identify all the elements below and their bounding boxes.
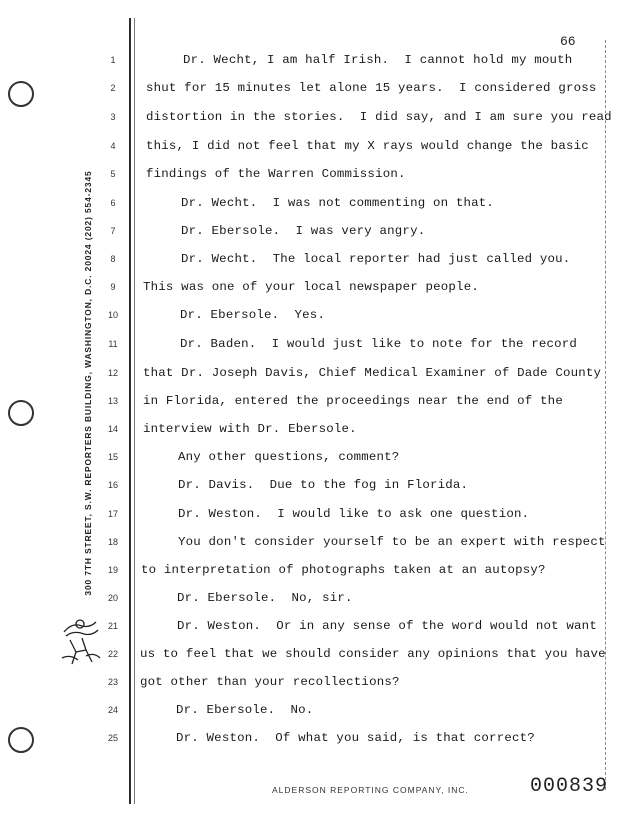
transcript-line: This was one of your local newspaper people. — [143, 280, 479, 294]
transcript-line: Dr. Baden. I would just like to note for the record — [180, 337, 578, 351]
line-number: 11 — [108, 339, 118, 349]
line-number: 6 — [110, 198, 116, 208]
transcript-line: shut for 15 minutes let alone 15 years. I considered gross — [146, 81, 597, 95]
transcript-line: us to feel that we should consider any opinions that you have — [140, 647, 606, 661]
line-number: 22 — [107, 649, 118, 659]
transcript-line: Dr. Wecht. The local reporter had just called you. — [181, 252, 571, 266]
line-number: 25 — [107, 733, 118, 743]
line-number: 17 — [107, 509, 118, 519]
transcript-line: got other than your recollections? — [140, 675, 400, 689]
transcript-line: Dr. Davis. Due to the fog in Florida. — [178, 478, 469, 492]
line-number: 8 — [110, 254, 116, 264]
left-margin-rule — [129, 18, 131, 804]
transcript-line: in Florida, entered the proceedings near the end of the — [143, 394, 563, 408]
transcript-line: that Dr. Joseph Davis, Chief Medical Examiner of Dade County — [143, 366, 602, 380]
line-number: 5 — [110, 169, 116, 179]
transcript-line: Dr. Ebersole. No, sir. — [177, 591, 353, 605]
line-number: 4 — [110, 141, 116, 151]
line-number: 16 — [107, 480, 118, 490]
reporting-company-footer: ALDERSON REPORTING COMPANY, INC. — [272, 785, 469, 795]
transcript-line: Dr. Weston. Of what you said, is that correct? — [176, 731, 535, 745]
line-number: 13 — [107, 396, 118, 406]
reporter-address — [74, 158, 102, 608]
transcript-line: this, I did not feel that my X rays would change the basic — [146, 139, 589, 153]
transcript-line: findings of the Warren Commission. — [146, 167, 406, 181]
line-number: 3 — [110, 112, 116, 122]
line-number: 10 — [107, 310, 118, 320]
reporter-logo-icon — [56, 612, 104, 672]
binder-hole-bottom — [8, 727, 34, 753]
line-number: 14 — [107, 424, 118, 434]
transcript-line: Dr. Ebersole. I was very angry. — [181, 224, 426, 238]
transcript-line: You don't consider yourself to be an expert with respect — [178, 535, 606, 549]
line-number: 15 — [107, 452, 118, 462]
line-number: 20 — [107, 593, 118, 603]
binder-hole-top — [8, 81, 34, 107]
line-number: 19 — [107, 565, 118, 575]
line-number: 12 — [107, 368, 118, 378]
transcript-line: Dr. Weston. I would like to ask one question. — [178, 507, 530, 521]
line-number: 2 — [110, 83, 116, 93]
binder-hole-middle — [8, 400, 34, 426]
reporter-address-text: 300 7TH STREET, S.W. REPORTERS BUILDING, WASHINGTON, D.C. 20024 (202) 554-2345 — [83, 170, 93, 596]
document-stamp-number: 000839 — [530, 775, 609, 798]
transcript-line: interview with Dr. Ebersole. — [143, 422, 357, 436]
line-number: 7 — [110, 226, 116, 236]
transcript-line: Dr. Weston. Or in any sense of the word would not want — [177, 619, 597, 633]
transcript-line: Dr. Ebersole. No. — [176, 703, 314, 717]
transcript-line: Any other questions, comment? — [178, 450, 400, 464]
transcript-line: Dr. Ebersole. Yes. — [180, 308, 326, 322]
page-number: 66 — [560, 34, 576, 49]
line-number: 9 — [110, 282, 116, 292]
transcript-line: Dr. Wecht, I am half Irish. I cannot hold my mouth — [183, 53, 573, 67]
line-number: 23 — [107, 677, 118, 687]
line-number: 1 — [110, 55, 116, 65]
line-number: 24 — [107, 705, 118, 715]
transcript-line: Dr. Wecht. I was not commenting on that. — [181, 196, 495, 210]
left-margin-rule-inner — [134, 18, 135, 804]
line-number: 21 — [107, 621, 118, 631]
line-number: 18 — [107, 537, 118, 547]
right-margin-rule — [605, 40, 607, 790]
transcript-line: distortion in the stories. I did say, and I am sure you read — [146, 110, 612, 124]
transcript-line: to interpretation of photographs taken at an autopsy? — [141, 563, 546, 577]
